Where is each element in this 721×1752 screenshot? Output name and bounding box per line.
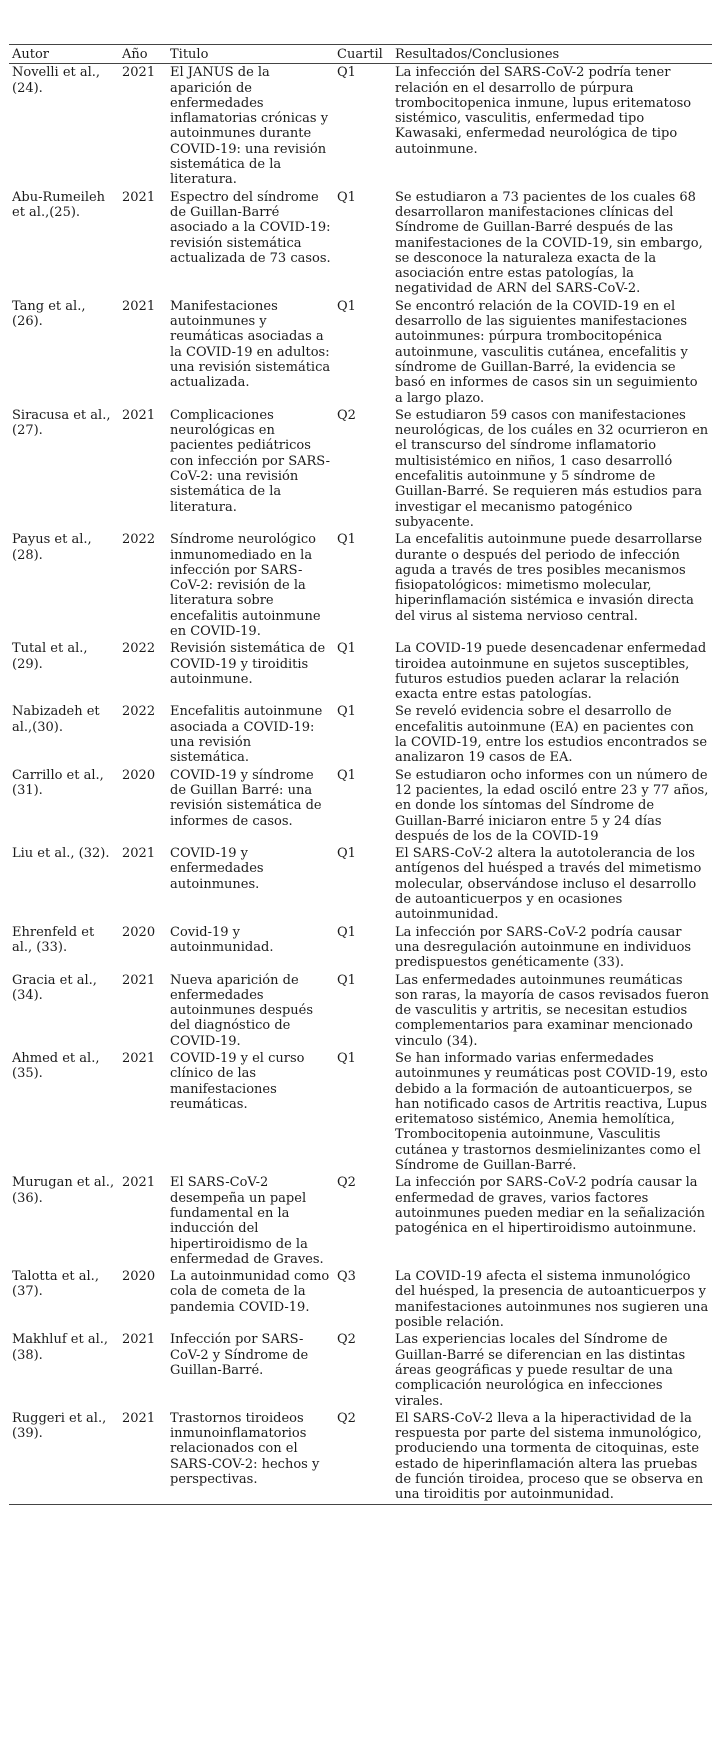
cell-cuartil: Q2 (337, 1332, 356, 1348)
cell-autor: Makhluf et al.,(38). (12, 1332, 109, 1363)
table-row (9, 1050, 712, 1174)
table-row (9, 640, 712, 703)
cell-cuartil: Q1 (337, 189, 356, 205)
cell-anio: 2021 (122, 1332, 156, 1348)
table-row (9, 64, 712, 189)
cell-autor: Ehrenfeld et al., (33). (12, 924, 95, 955)
cell-cuartil: Q2 (337, 1175, 356, 1191)
cell-resultados: La COVID-19 puede desencadenar enfermedad tiroidea autoinmune en sujetos susceptibles, futuros estudios pueden aclarar la relación exacta entre estas patologías. (395, 641, 707, 703)
cell-anio: 2021 (122, 846, 156, 862)
table-row (9, 1410, 712, 1504)
cell-cuartil: Q1 (337, 532, 356, 548)
cell-resultados: El SARS-CoV-2 lleva a la hiperactividad de la respuesta por parte del sistema inmunológico, produciendo una tormenta de citoquinas, este estado de hiperinflamación altera las pruebas de función tiroidea, proceso que se observa en una tiroiditis por autoinmunidad. (392, 1410, 712, 1504)
header-titulo: Titulo (167, 45, 334, 64)
cell-cuartil: Q2 (334, 1410, 392, 1504)
cell-autor: Nabizadeh et al.,(30). (12, 704, 100, 735)
cell-cuartil: Q1 (337, 65, 356, 81)
cell-autor: Siracusa et al.,(27). (12, 407, 111, 439)
cell-resultados: Se estudiaron 59 casos con manifestaciones neurológicas, de los cuáles en 32 ocurrieron en el transcurso del síndrome inflamatorio multisistémico en niños, 1 caso desarrolló encefalitis autoinmune y 5 síndrome de Guillan-Barré. Se requieren más estudios para investigar el mecanismo patogénico subyacente. (395, 407, 709, 530)
cell-titulo: Infección por SARS-CoV-2 y Síndrome de Guillan-Barré. (170, 1332, 309, 1378)
cell-titulo: COVID-19 y el curso clínico de las manifestaciones reumáticas. (170, 1051, 305, 1112)
table-row (9, 298, 712, 407)
cell-autor: Abu-Rumeileh et al.,(25). (12, 189, 106, 220)
cell-titulo: Trastornos tiroideos inmunoinflamatorios relacionados con el SARS-COV-2: hechos y perspectivas. (167, 1410, 334, 1504)
cell-resultados: Se estudiaron a 73 pacientes de los cuales 68 desarrollaron manifestaciones clínicas del Síndrome de Guillan-Barré después de las manifestaciones de la COVID-19, sin embargo, se desconoce la naturaleza exacta de la asociación entre estas patologías, la negatividad de ARN del SARS-CoV-2. (395, 189, 703, 297)
table-row (9, 407, 712, 531)
header-row (9, 45, 712, 64)
cell-titulo: Nueva aparición de enfermedades autoinmunes después del diagnóstico de COVID-19. (170, 972, 314, 1049)
cell-anio: 2022 (122, 704, 156, 720)
header-cuartil: Cuartil (334, 45, 392, 64)
table-row (9, 531, 712, 640)
cell-anio: 2021 (122, 972, 156, 988)
table-row (9, 845, 712, 923)
cell-cuartil: Q1 (337, 1051, 356, 1066)
cell-titulo: El SARS-CoV-2 desempeña un papel fundamental en la inducción del hipertiroidismo de la enfermedad de Graves. (170, 1175, 324, 1267)
cell-autor: Liu et al., (32). (12, 846, 110, 862)
cell-cuartil: Q1 (337, 846, 356, 862)
literature-review-table (9, 44, 712, 1505)
cell-anio: 2021 (122, 407, 156, 423)
table-row (9, 924, 712, 972)
table-body (9, 64, 712, 1504)
cell-cuartil: Q3 (337, 1269, 356, 1285)
table-row (9, 972, 712, 1050)
cell-anio: 2020 (122, 924, 156, 940)
cell-anio: 2020 (122, 1269, 156, 1285)
cell-titulo: Espectro del síndrome de Guillan-Barré asociado a la COVID-19: revisión sistemática actualizada de 73 casos. (170, 189, 331, 266)
cell-resultados: La infección por SARS-CoV-2 podría causar una desregulación autoinmune en individuos predispuestos genéticamente (33). (395, 924, 692, 971)
cell-autor: Murugan et al.,(36). (12, 1175, 115, 1206)
cell-resultados: La encefalitis autoinmune puede desarrollarse durante o después del periodo de infección aguda a través de tres posibles mecanismos fisiopatológicos: mimetismo molecular, hiperinflamación sistémica e invasión directa del virus al sistema nervioso central. (395, 532, 703, 624)
cell-autor: Novelli et al.,(24). (12, 65, 101, 96)
cell-resultados: La infección por SARS-CoV-2 podría causar la enfermedad de graves, varios factores autoinmunes pueden mediar en la señalización patogénica en el hipertiroidismo autoinmune. (395, 1175, 706, 1237)
header-resultados: Resultados/Conclusiones (392, 45, 712, 64)
table-row (9, 767, 712, 845)
cell-autor: Tang et al.,(26). (12, 298, 86, 330)
cell-autor: Talotta et al., (37). (12, 1269, 99, 1300)
cell-resultados: Se reveló evidencia sobre el desarrollo de encefalitis autoinmune (EA) en pacientes con la COVID-19, entre los estudios encontrados se analizaron 19 casos de EA. (395, 704, 708, 766)
cell-titulo: Encefalitis autoinmune asociada a COVID-19: una revisión sistemática. (170, 704, 323, 766)
table-row (9, 703, 712, 766)
cell-titulo: Complicaciones neurológicas en pacientes pediátricos con infección por SARS-CoV-2: una revisión sistemática de la literatura. (170, 407, 331, 515)
cell-autor: Carrillo et al., (31). (12, 767, 104, 798)
cell-cuartil: Q2 (337, 407, 356, 423)
cell-autor: Ruggeri et al.,(39). (9, 1410, 119, 1504)
cell-cuartil: Q1 (337, 641, 356, 657)
cell-anio: 2021 (122, 298, 156, 314)
cell-anio: 2021 (122, 189, 156, 205)
cell-titulo: Manifestaciones autoinmunes y reumáticas asociadas a la COVID-19 en adultos: una revisión sistemática actualizada. (170, 298, 331, 391)
cell-cuartil: Q1 (337, 924, 356, 940)
table-row (9, 189, 712, 298)
header-autor: Autor (9, 45, 119, 64)
cell-cuartil: Q1 (337, 298, 356, 314)
cell-autor: Ahmed et al., (35). (12, 1051, 100, 1082)
cell-anio: 2021 (122, 65, 156, 81)
cell-titulo: Revisión sistemática de COVID-19 y tiroiditis autoinmune. (170, 641, 326, 687)
cell-resultados: Se han informado varias enfermedades autoinmunes y reumáticas post COVID-19, esto debido a la formación de autoanticuerpos, se han notificado casos de Artritis reactiva, Lupus eritematoso sistémico, Anemia hemolítica, Trombocitopenia autoinmune, Vasculitis cutánea y trastornos desmielinizantes como el Síndrome de Guillan-Barré. (395, 1051, 708, 1174)
cell-anio: 2021 (122, 1051, 156, 1066)
cell-resultados: La infección del SARS-CoV-2 podría tener relación en el desarrollo de púrpura trombocitopenica inmune, lupus eritematoso sistémico, vasculitis, enfermedad tipo Kawasaki, enfermedad neurológica de tipo autoinmune. (395, 65, 692, 157)
cell-titulo: Covid-19 y autoinmunidad. (170, 924, 274, 955)
cell-anio: 2021 (119, 1410, 167, 1504)
cell-titulo: Síndrome neurológico inmunomediado en la infección por SARS-CoV-2: revisión de la literatura sobre encefalitis autoinmune en COVID-19. (170, 532, 321, 639)
cell-autor: Tutal et al.,(29). (12, 641, 88, 672)
cell-cuartil: Q1 (337, 767, 356, 783)
cell-resultados: Las enfermedades autoinmunes reumáticas son raras, la mayoría de casos revisados fueron de vasculitis y artritis, se necesitan estudios complementarios para examinar mencionado vinculo (34). (395, 972, 709, 1049)
header-anio: Año (119, 45, 167, 64)
cell-cuartil: Q1 (337, 704, 356, 720)
cell-titulo: COVID-19 y síndrome de Guillan Barré: una revisión sistemática de informes de casos. (170, 767, 322, 829)
cell-resultados: Se encontró relación de la COVID-19 en el desarrollo de las siguientes manifestaciones autoinmunes: púrpura trombocitopénica autoinmune, vasculitis cutánea, encefalitis y síndrome de Guillan-Barré, la evidencia se basó en informes de casos sin un seguimiento a largo plazo. (395, 298, 698, 406)
cell-resultados: Se estudiaron ocho informes con un número de 12 pacientes, la edad osciló entre 23 y 77 años, en donde los síntomas del Síndrome de Guillan-Barré iniciaron entre 5 y 24 días después de los de la COVID-19 (395, 767, 709, 844)
cell-titulo: El JANUS de la aparición de enfermedades inflamatorias crónicas y autoinmunes durante COVID-19: una revisión sistemática de la literatura. (170, 65, 329, 188)
cell-anio: 2022 (122, 641, 156, 657)
cell-cuartil: Q1 (337, 972, 356, 988)
cell-resultados: Las experiencias locales del Síndrome de Guillan-Barré se diferencian en las distintas áreas geográficas y puede resultar de una complicación neurológica en infecciones virales. (395, 1332, 686, 1409)
cell-anio: 2020 (122, 767, 156, 783)
table-row (9, 1268, 712, 1331)
table-header (9, 45, 712, 64)
cell-titulo: COVID-19 y enfermedades autoinmunes. (170, 846, 264, 892)
cell-resultados: El SARS-CoV-2 altera la autotolerancia de los antígenos del huésped a través del mimetismo molecular, observándose incluso el desarrollo de autoanticuerpos y en ocasiones autoinmunidad. (395, 846, 702, 923)
table-row (9, 1331, 712, 1409)
cell-autor: Payus et al.,(28). (12, 532, 92, 563)
cell-anio: 2021 (122, 1175, 156, 1191)
cell-anio: 2022 (122, 532, 156, 548)
table-row (9, 1174, 712, 1268)
cell-resultados: La COVID-19 afecta el sistema inmunológico del huésped, la presencia de autoanticuerpos y manifestaciones autoinmunes nos sugieren una posible relación. (395, 1269, 709, 1331)
cell-autor: Gracia et al., (34). (12, 972, 97, 1003)
cell-titulo: La autoinmunidad como cola de cometa de la pandemia COVID-19. (170, 1269, 330, 1315)
